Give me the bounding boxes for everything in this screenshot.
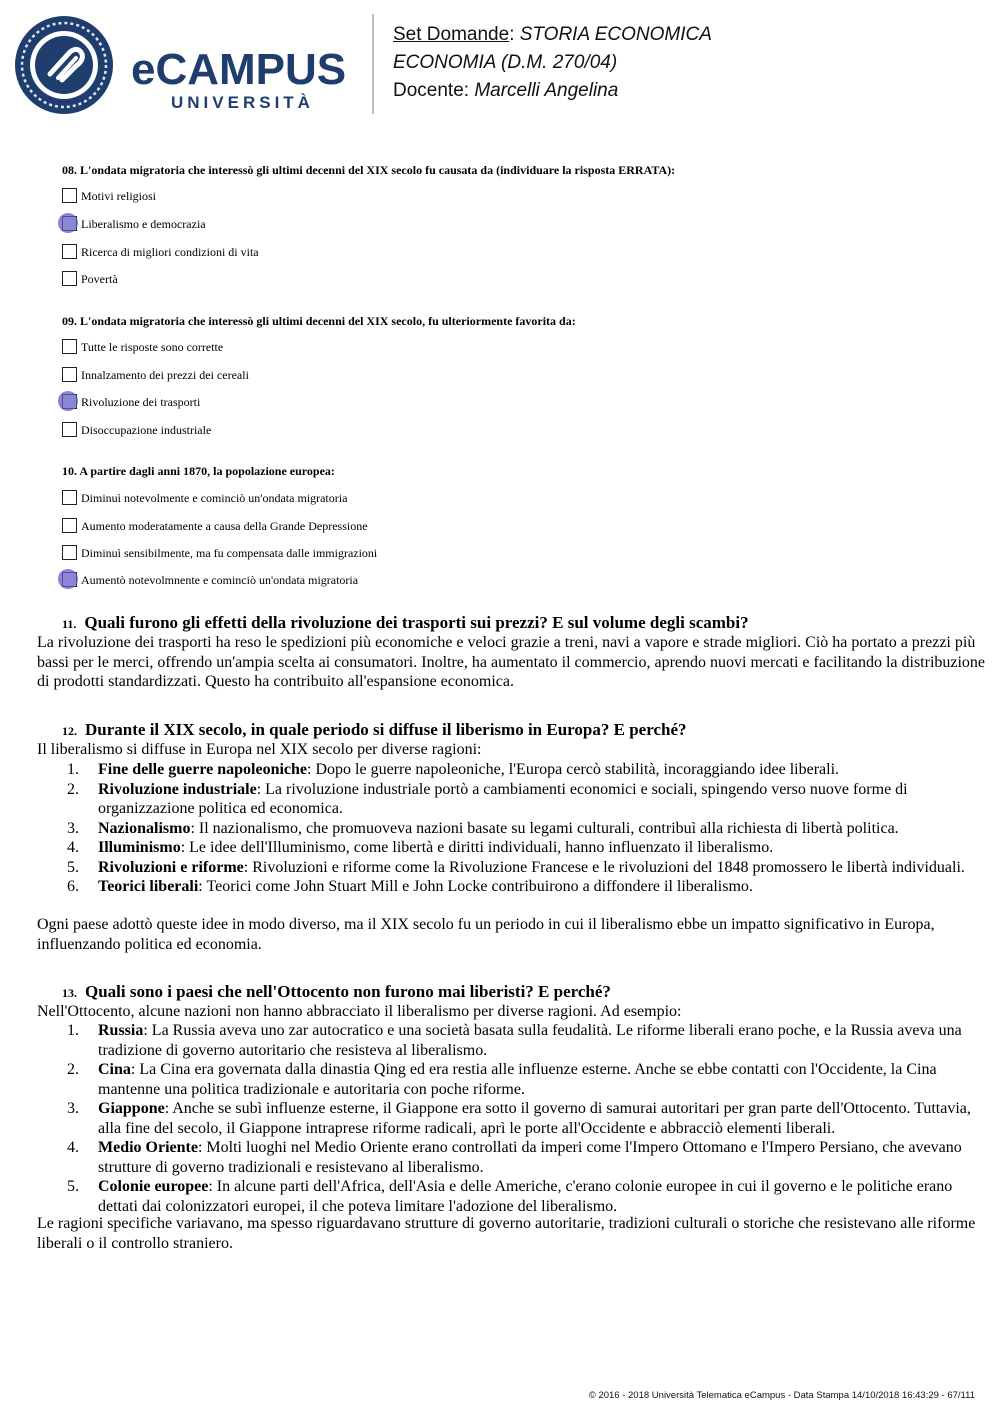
- item-number: 5.: [67, 858, 79, 876]
- item-term: Rivoluzione industriale: [98, 780, 257, 798]
- answer-mark: [58, 569, 78, 589]
- set-label: Set Domande: [393, 24, 510, 45]
- item-number: 1.: [67, 1022, 79, 1039]
- question-text: Durante il XIX secolo, in quale periodo si diffuse il liberismo in Europa? E perché?: [85, 720, 687, 739]
- item-term: Russia: [98, 1022, 144, 1039]
- list-item: [37, 858, 987, 878]
- item-number: 5.: [67, 1178, 79, 1195]
- checkbox[interactable]: [62, 244, 77, 259]
- page-header: [0, 0, 1000, 130]
- checkbox[interactable]: [62, 490, 77, 505]
- question-12-list: [37, 760, 987, 897]
- logo-subtext: UNIVERSITÀ: [171, 93, 314, 112]
- docente-label: Docente:: [393, 80, 470, 101]
- docente-value: Marcelli Angelina: [474, 80, 619, 101]
- question-12-intro: Il liberalismo si diffuse in Europa nel XIX secolo per diverse ragioni:: [37, 741, 482, 758]
- item-number: 2.: [67, 1061, 79, 1078]
- item-text: : La Cina era governata dalla dinastia Qing ed era restia alle influenze esterne. Anche se ebbe contatti con l'Occidente, la Cina mantenne una politica tradizionale e autoritaria con poche riforme.: [98, 1061, 937, 1098]
- list-item: [37, 780, 987, 819]
- question-text: Quali furono gli effetti della rivoluzione dei trasporti sui prezzi? E sul volume degli scambi?: [84, 613, 749, 632]
- page-footer: © 2016 - 2018 Università Telematica eCampus - Data Stampa 14/10/2018 16:43:29 - 67/111: [588, 1390, 975, 1401]
- item-term: Colonie europee: [98, 1178, 209, 1195]
- item-term: Illuminismo: [98, 839, 181, 856]
- ecampus-logo: [14, 14, 359, 116]
- option-label: Tutte le risposte sono corrette: [81, 340, 224, 354]
- checkbox[interactable]: [62, 422, 77, 437]
- list-item: [37, 760, 987, 780]
- item-number: 2.: [67, 780, 79, 798]
- list-item: [37, 1177, 987, 1216]
- item-text: : In alcune parti dell'Africa, dell'Asia e delle Americhe, c'erano colonie europee in cui il governo e le politiche erano dettati dai colonizzatori europei, il che poteva limitare l'adozione del liberalismo.: [98, 1178, 953, 1215]
- item-term: Giappone: [98, 1100, 165, 1117]
- question-08-title: 08. L'ondata migratoria che interessò gli ultimi decenni del XIX secolo fu causata da (individuare la risposta ERRATA):: [62, 163, 676, 177]
- option-label: Diminuì notevolmente e cominciò un'ondata migratoria: [81, 491, 348, 505]
- item-text: : La rivoluzione industriale portò a cambiamenti economici e sociali, spingendo verso nuove forme di organizzazione politica ed economica.: [98, 780, 908, 817]
- item-number: 3.: [67, 1100, 79, 1117]
- checkbox[interactable]: [62, 339, 77, 354]
- question-number: 12.: [62, 724, 77, 738]
- question-09-title: 09. L'ondata migratoria che interessò gli ultimi decenni del XIX secolo, fu ulteriormente favorita da:: [62, 314, 576, 328]
- question-11-title: [62, 613, 749, 634]
- option-label: Aumentò notevolmnente e cominciò un'ondata migratoria: [81, 573, 359, 587]
- item-term: Teorici liberali: [98, 878, 199, 895]
- question-12-outro: Ogni paese adottò queste idee in modo diverso, ma il XIX secolo fu un periodo in cui il liberalismo ebbe un impatto significativo in Europa, influenzando politica ed economia.: [37, 916, 935, 953]
- checkbox[interactable]: [62, 545, 77, 560]
- checkbox[interactable]: [62, 271, 77, 286]
- set-value-line2: ECONOMIA (D.M. 270/04): [393, 52, 618, 73]
- question-number: 11.: [62, 617, 77, 631]
- checkbox[interactable]: [62, 188, 77, 203]
- list-item: [37, 838, 987, 858]
- question-number: 13.: [62, 986, 77, 1000]
- item-term: Medio Oriente: [98, 1139, 198, 1156]
- option-label: Povertà: [81, 272, 118, 286]
- option-label: Innalzamento dei prezzi dei cereali: [81, 368, 249, 382]
- option-label: Ricerca di migliori condizioni di vita: [81, 245, 259, 259]
- item-number: 6.: [67, 878, 79, 895]
- question-text: Quali sono i paesi che nell'Ottocento non furono mai liberisti? E perché?: [85, 982, 611, 1001]
- item-text: : Il nazionalismo, che promuoveva nazioni basate su legami culturali, contribuì alla richiesta di libertà politica.: [190, 819, 899, 837]
- item-term: Nazionalismo: [98, 819, 191, 837]
- question-13-title: [62, 982, 611, 1003]
- set-value: STORIA ECONOMICA: [519, 24, 712, 45]
- course-info: Set Domande: STORIA ECONOMICA ECONOMIA (D.M. 270/04) Docente: Marcelli Angelina: [393, 24, 712, 101]
- item-text: : Le idee dell'Illuminismo, come libertà e diritti individuali, hanno influenzato il liberalismo.: [180, 839, 774, 856]
- item-number: 1.: [67, 761, 79, 778]
- question-10-title: 10. A partire dagli anni 1870, la popolazione europea:: [62, 464, 335, 478]
- question-13-list: [37, 1021, 987, 1216]
- item-text: : Molti luoghi nel Medio Oriente erano controllati da imperi come l'Impero Ottomano e l'Impero Persiano, che avevano strutture di governo tradizionali e resistevano al liberalismo.: [98, 1139, 962, 1176]
- list-item: [37, 1060, 987, 1099]
- item-term: Rivoluzioni e riforme: [98, 858, 244, 876]
- list-item: [37, 877, 987, 897]
- item-term: Fine delle guerre napoleoniche: [98, 761, 308, 778]
- item-text: : Teorici come John Stuart Mill e John Locke contribuirono a diffondere il liberalismo.: [198, 878, 753, 895]
- question-13-outro: Le ragioni specifiche variavano, ma spesso riguardavano strutture di governo autoritarie, tradizioni culturali o storiche che resistevano alle riforme liberali o il controllo straniero.: [37, 1215, 976, 1252]
- option-label: Liberalismo e democrazia: [81, 217, 206, 231]
- answer-mark: [58, 391, 78, 411]
- item-term: Cina: [98, 1061, 131, 1078]
- item-text: : Anche se subì influenze esterne, il Giappone era sotto il governo di samurai autoritari per gran parte dell'Ottocento. Tuttavia, alla fine del secolo, il Giappone intraprese riforme radicali, aprì le porte all'Occidente e abbracciò elementi liberali.: [98, 1100, 971, 1137]
- item-number: 3.: [67, 819, 79, 837]
- list-item: [37, 1138, 987, 1177]
- answer-mark: [58, 213, 78, 233]
- item-text: : Rivoluzioni e riforme come la Rivoluzione Francese e le rivoluzioni del 1848 promossero le libertà individuali.: [243, 858, 965, 876]
- option-label: Diminuì sensibilmente, ma fu compensata dalle immigrazioni: [81, 546, 378, 560]
- option-label: Aumento moderatamente a causa della Grande Depressione: [81, 519, 368, 533]
- question-11-answer: La rivoluzione dei trasporti ha reso le spedizioni più economiche e veloci grazie a treni, navi a vapore e strade migliori. Ciò ha portato a prezzi più bassi per le merci, offrendo un'ampia scelta ai consumatori. Inoltre, ha aumentato il commercio, aprendo nuovi mercati e facilitando la distribuzione di prodotti standardizzati. Questo ha contribuito all'espansione economica.: [37, 634, 986, 690]
- item-text: : La Russia aveva uno zar autocratico e una società basata sulla feudalità. Le riforme liberali erano poche, e la Russia aveva una tradizione di governo autoritario che resisteva al liberalismo.: [98, 1022, 962, 1059]
- list-item: [37, 819, 987, 839]
- checkbox[interactable]: [62, 367, 77, 382]
- header-divider: [372, 14, 374, 114]
- list-item: [37, 1099, 987, 1138]
- checkbox[interactable]: [62, 518, 77, 533]
- item-number: 4.: [67, 839, 79, 856]
- option-label: Rivoluzione dei trasporti: [81, 395, 201, 409]
- item-number: 4.: [67, 1139, 79, 1156]
- logo-text: eCAMPUS: [131, 45, 347, 94]
- list-item: [37, 1021, 987, 1060]
- option-label: Motivi religiosi: [81, 189, 156, 203]
- question-13-intro: Nell'Ottocento, alcune nazioni non hanno abbracciato il liberalismo per diverse ragioni. Ad esempio:: [37, 1003, 682, 1020]
- question-12-title: [62, 720, 687, 741]
- item-text: : Dopo le guerre napoleoniche, l'Europa cercò stabilità, incoraggiando idee liberali.: [307, 761, 840, 778]
- option-label: Disoccupazione industriale: [81, 423, 212, 437]
